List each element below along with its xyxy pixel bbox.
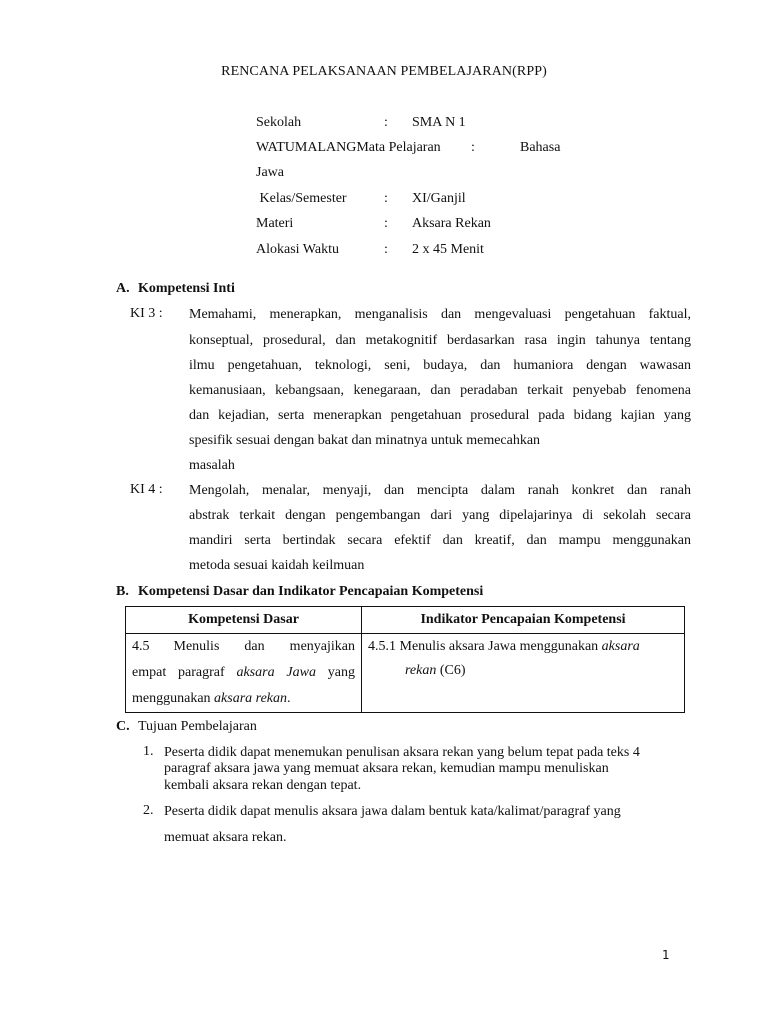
info-mapel-continuation: Jawa (256, 165, 284, 180)
tujuan-item-2-line: Peserta didik dapat menulis aksara jawa dalam bentuk kata/kalimat/paragraf yang (164, 804, 621, 819)
kd-line-3-post: . (287, 691, 291, 706)
kd-number: 4.5 (132, 639, 150, 654)
info-sekolah-value: SMA N 1 (412, 115, 466, 130)
info-sekolah-colon: : (384, 115, 388, 130)
ki3-line: konseptual, prosedural, dan metakognitif berdasarkan rasa ingin tahunya tentang (189, 333, 691, 348)
ipk-line-2-italic: rekan (405, 663, 437, 678)
info-mapel-value: Bahasa (520, 140, 561, 155)
table-row (126, 634, 685, 713)
tujuan-item-2-number: 2. (143, 803, 154, 818)
info-mapel-label: WATUMALANGMata Pelajaran (256, 140, 441, 155)
kd-line-1 (132, 634, 355, 660)
kd-line-1-text: Menulis dan menyajikan (173, 639, 355, 654)
kd-line-3 (132, 686, 355, 712)
kd-line-2-text: empat paragraf (132, 665, 237, 680)
info-alokasi-colon: : (384, 242, 388, 257)
ki3-line: kemanusiaan, kebangsaan, kenegaraan, dan peradaban terkait penyebab fenomena (189, 383, 691, 398)
ki3-line: spesifik sesuai dengan bakat dan minatnya untuk memecahkan (189, 433, 541, 448)
tujuan-item-1-line: paragraf aksara jawa yang memuat aksara rekan, kemudian mampu menuliskan (164, 761, 609, 776)
kd-line-3-italic: aksara rekan (214, 691, 287, 706)
ipk-cell (362, 634, 685, 713)
ipk-line-1 (368, 635, 678, 659)
section-b-heading: Kompetensi Dasar dan Indikator Pencapaian Kompetensi (138, 584, 484, 599)
section-a-heading: Kompetensi Inti (138, 281, 235, 296)
info-materi-colon: : (384, 216, 388, 231)
tujuan-item-1-line: Peserta didik dapat menemukan penulisan aksara rekan yang belum tepat pada teks 4 (164, 745, 640, 760)
info-alokasi-label: Alokasi Waktu (256, 242, 339, 257)
kompetensi-table (125, 606, 685, 713)
ki3-line: Memahami, menerapkan, menganalisis dan mengevaluasi pengetahuan faktual, (189, 307, 691, 322)
info-kelas-label: Kelas/Semester (256, 191, 347, 206)
info-kelas-value: XI/Ganjil (412, 191, 466, 206)
tujuan-item-1-number: 1. (143, 744, 154, 759)
section-a-marker: A. (116, 281, 130, 296)
ipk-line-2-text: (C6) (436, 663, 466, 678)
kd-line-2-post: yang (315, 665, 355, 680)
section-b-marker: B. (116, 584, 129, 599)
kd-line-3-text: menggunakan (132, 691, 215, 706)
page-number: 1 (662, 948, 670, 962)
tujuan-item-1-line: kembali aksara rekan dengan tepat. (164, 778, 362, 793)
ki4-label: KI 4 : (130, 482, 163, 497)
ki4-line: mandiri serta bertindak secara efektif dan kreatif, dan mampu menggunakan (189, 533, 691, 548)
ki3-line: ilmu pengetahuan, teknologi, seni, budaya, dan humaniora dengan wawasan (189, 358, 691, 373)
table-header-indikator: Indikator Pencapaian Kompetensi (362, 607, 685, 634)
ki3-line: masalah (189, 458, 235, 473)
ki4-line: abstrak terkait dengan pengembangan dari yang dipelajarinya di sekolah secara (189, 508, 691, 523)
info-sekolah-label: Sekolah (256, 115, 302, 130)
info-kelas-colon: : (384, 191, 388, 206)
section-c-marker: C. (116, 719, 130, 734)
table-header-kompetensi-dasar: Kompetensi Dasar (126, 607, 362, 634)
info-mapel-colon: : (471, 140, 475, 155)
kd-line-2 (132, 660, 355, 686)
ki4-line: metoda sesuai kaidah keilmuan (189, 558, 365, 573)
section-c-heading: Tujuan Pembelajaran (138, 719, 257, 734)
ki4-line: Mengolah, menalar, menyaji, dan mencipta dalam ranah konkret dan ranah (189, 483, 691, 498)
document-title: RENCANA PELAKSANAAN PEMBELAJARAN(RPP) (221, 64, 547, 79)
info-alokasi-value: 2 x 45 Menit (412, 242, 484, 257)
kd-cell (126, 634, 362, 713)
ipk-line-2 (368, 659, 678, 683)
kd-line-2-italic: aksara Jawa (236, 665, 316, 680)
info-materi-value: Aksara Rekan (412, 216, 491, 231)
ipk-line-1-italic: aksara (601, 639, 640, 654)
ipk-line-1-text: 4.5.1 Menulis aksara Jawa menggunakan (368, 639, 602, 654)
tujuan-item-2-line: memuat aksara rekan. (164, 830, 287, 845)
ki3-label: KI 3 : (130, 306, 163, 321)
ki3-line: dan kejadian, serta menerapkan pengetahuan prosedural pada bidang kajian yang (189, 408, 691, 423)
info-materi-label: Materi (256, 216, 294, 231)
table-header-row (126, 607, 685, 634)
